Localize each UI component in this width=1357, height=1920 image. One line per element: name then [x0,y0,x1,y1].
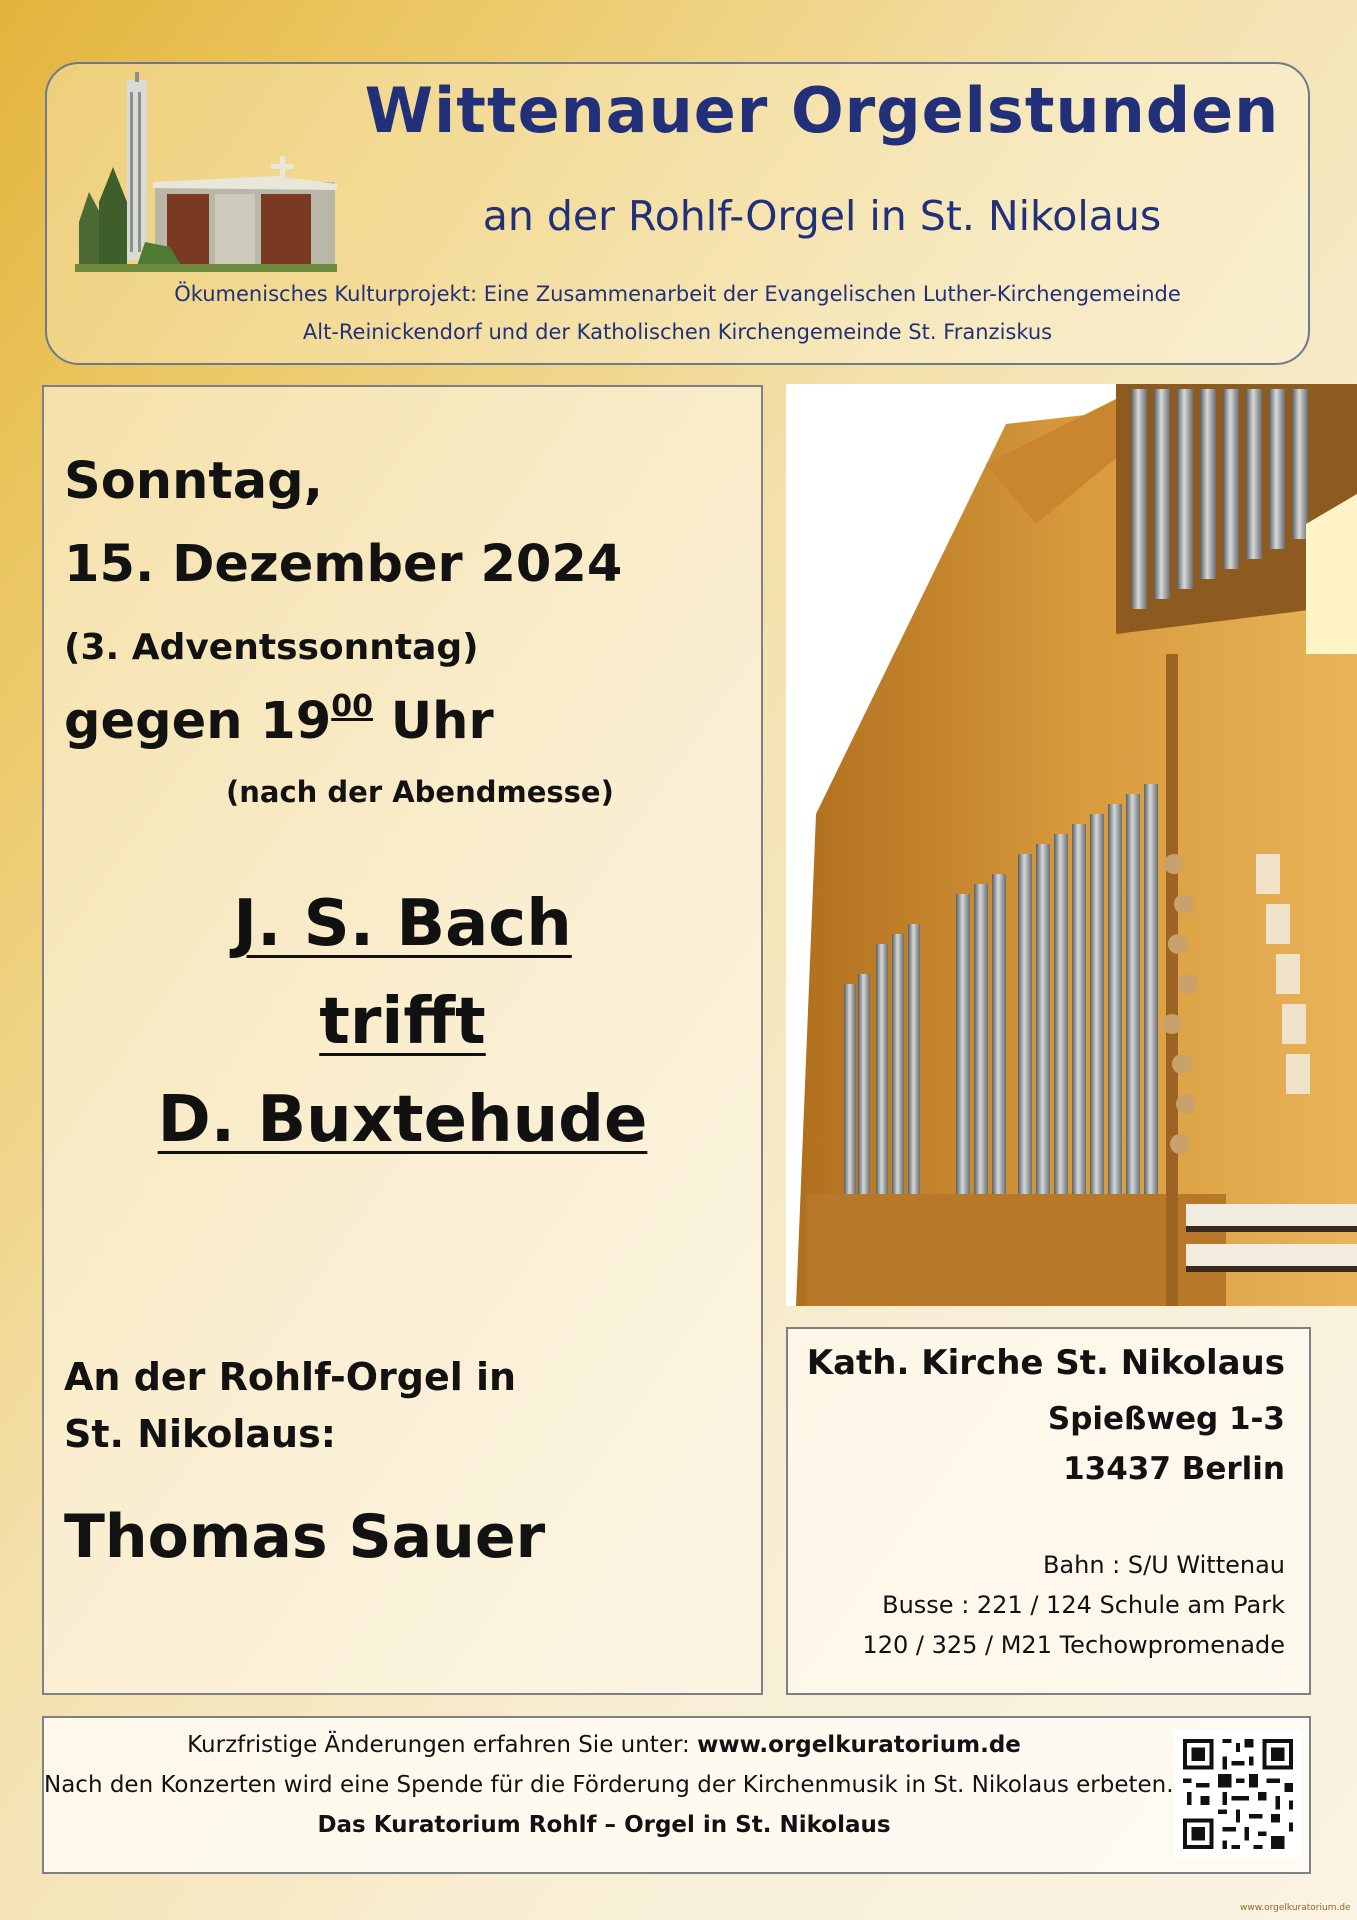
poster-title: Wittenauer Orgelstunden [364,74,1280,147]
transit-bus: 120 / 325 / M21 Techowpromenade [862,1631,1285,1659]
program-line: J. S. Bach [233,887,572,961]
organist-label: St. Nikolaus: [64,1412,336,1456]
transit-bus: Busse : 221 / 124 Schule am Park [882,1591,1285,1619]
qr-code[interactable] [1174,1730,1302,1858]
footer-changes-text: Kurzfristige Änderungen erfahren Sie unter: [187,1732,698,1758]
footer-changes-line [44,1732,1164,1758]
event-details-box [42,385,763,1695]
organ-photo [786,384,1357,1306]
cooperation-line-2: Alt-Reinickendorf und der Katholischen Kirchengemeinde St. Franziskus [302,320,1053,344]
event-occasion: (3. Adventssonntag) [64,627,479,668]
poster-subtitle: an der Rohlf-Orgel in St. Nikolaus [482,192,1162,240]
header-box [45,62,1310,365]
time-hour: gegen 19 [64,692,332,751]
event-day: Sonntag, [64,452,324,511]
church-photo [75,72,337,272]
venue-street: Spießweg 1-3 [1047,1401,1285,1437]
venue-box [786,1327,1311,1695]
event-time [64,689,494,751]
venue-name: Kath. Kirche St. Nikolaus [806,1343,1285,1383]
footer-box [42,1716,1311,1874]
time-minutes: 00 [331,689,373,724]
organist-label: An der Rohlf-Orgel in [64,1355,517,1399]
program-line: D. Buxtehude [157,1083,648,1157]
event-time-note: (nach der Abendmesse) [226,775,614,809]
footer-organizer: Das Kuratorium Rohlf – Orgel in St. Nikolaus [317,1812,891,1838]
cooperation-line-1: Ökumenisches Kulturprojekt: Eine Zusammenarbeit der Evangelischen Luther-Kirchengemeinde [174,282,1181,306]
watermark: www.orgelkuratorium.de [1240,1903,1351,1913]
program-line: trifft [319,985,486,1059]
footer-donation-line: Nach den Konzerten wird eine Spende für die Förderung der Kirchenmusik in St. Nikolaus erbeten. [44,1772,1174,1798]
event-date: 15. Dezember 2024 [64,535,623,594]
transit-train: Bahn : S/U Wittenau [1042,1551,1285,1579]
venue-city: 13437 Berlin [1063,1451,1285,1487]
time-suffix: Uhr [372,692,494,751]
organist-name: Thomas Sauer [64,1502,546,1572]
website-link[interactable]: www.orgelkuratorium.de [697,1732,1021,1758]
